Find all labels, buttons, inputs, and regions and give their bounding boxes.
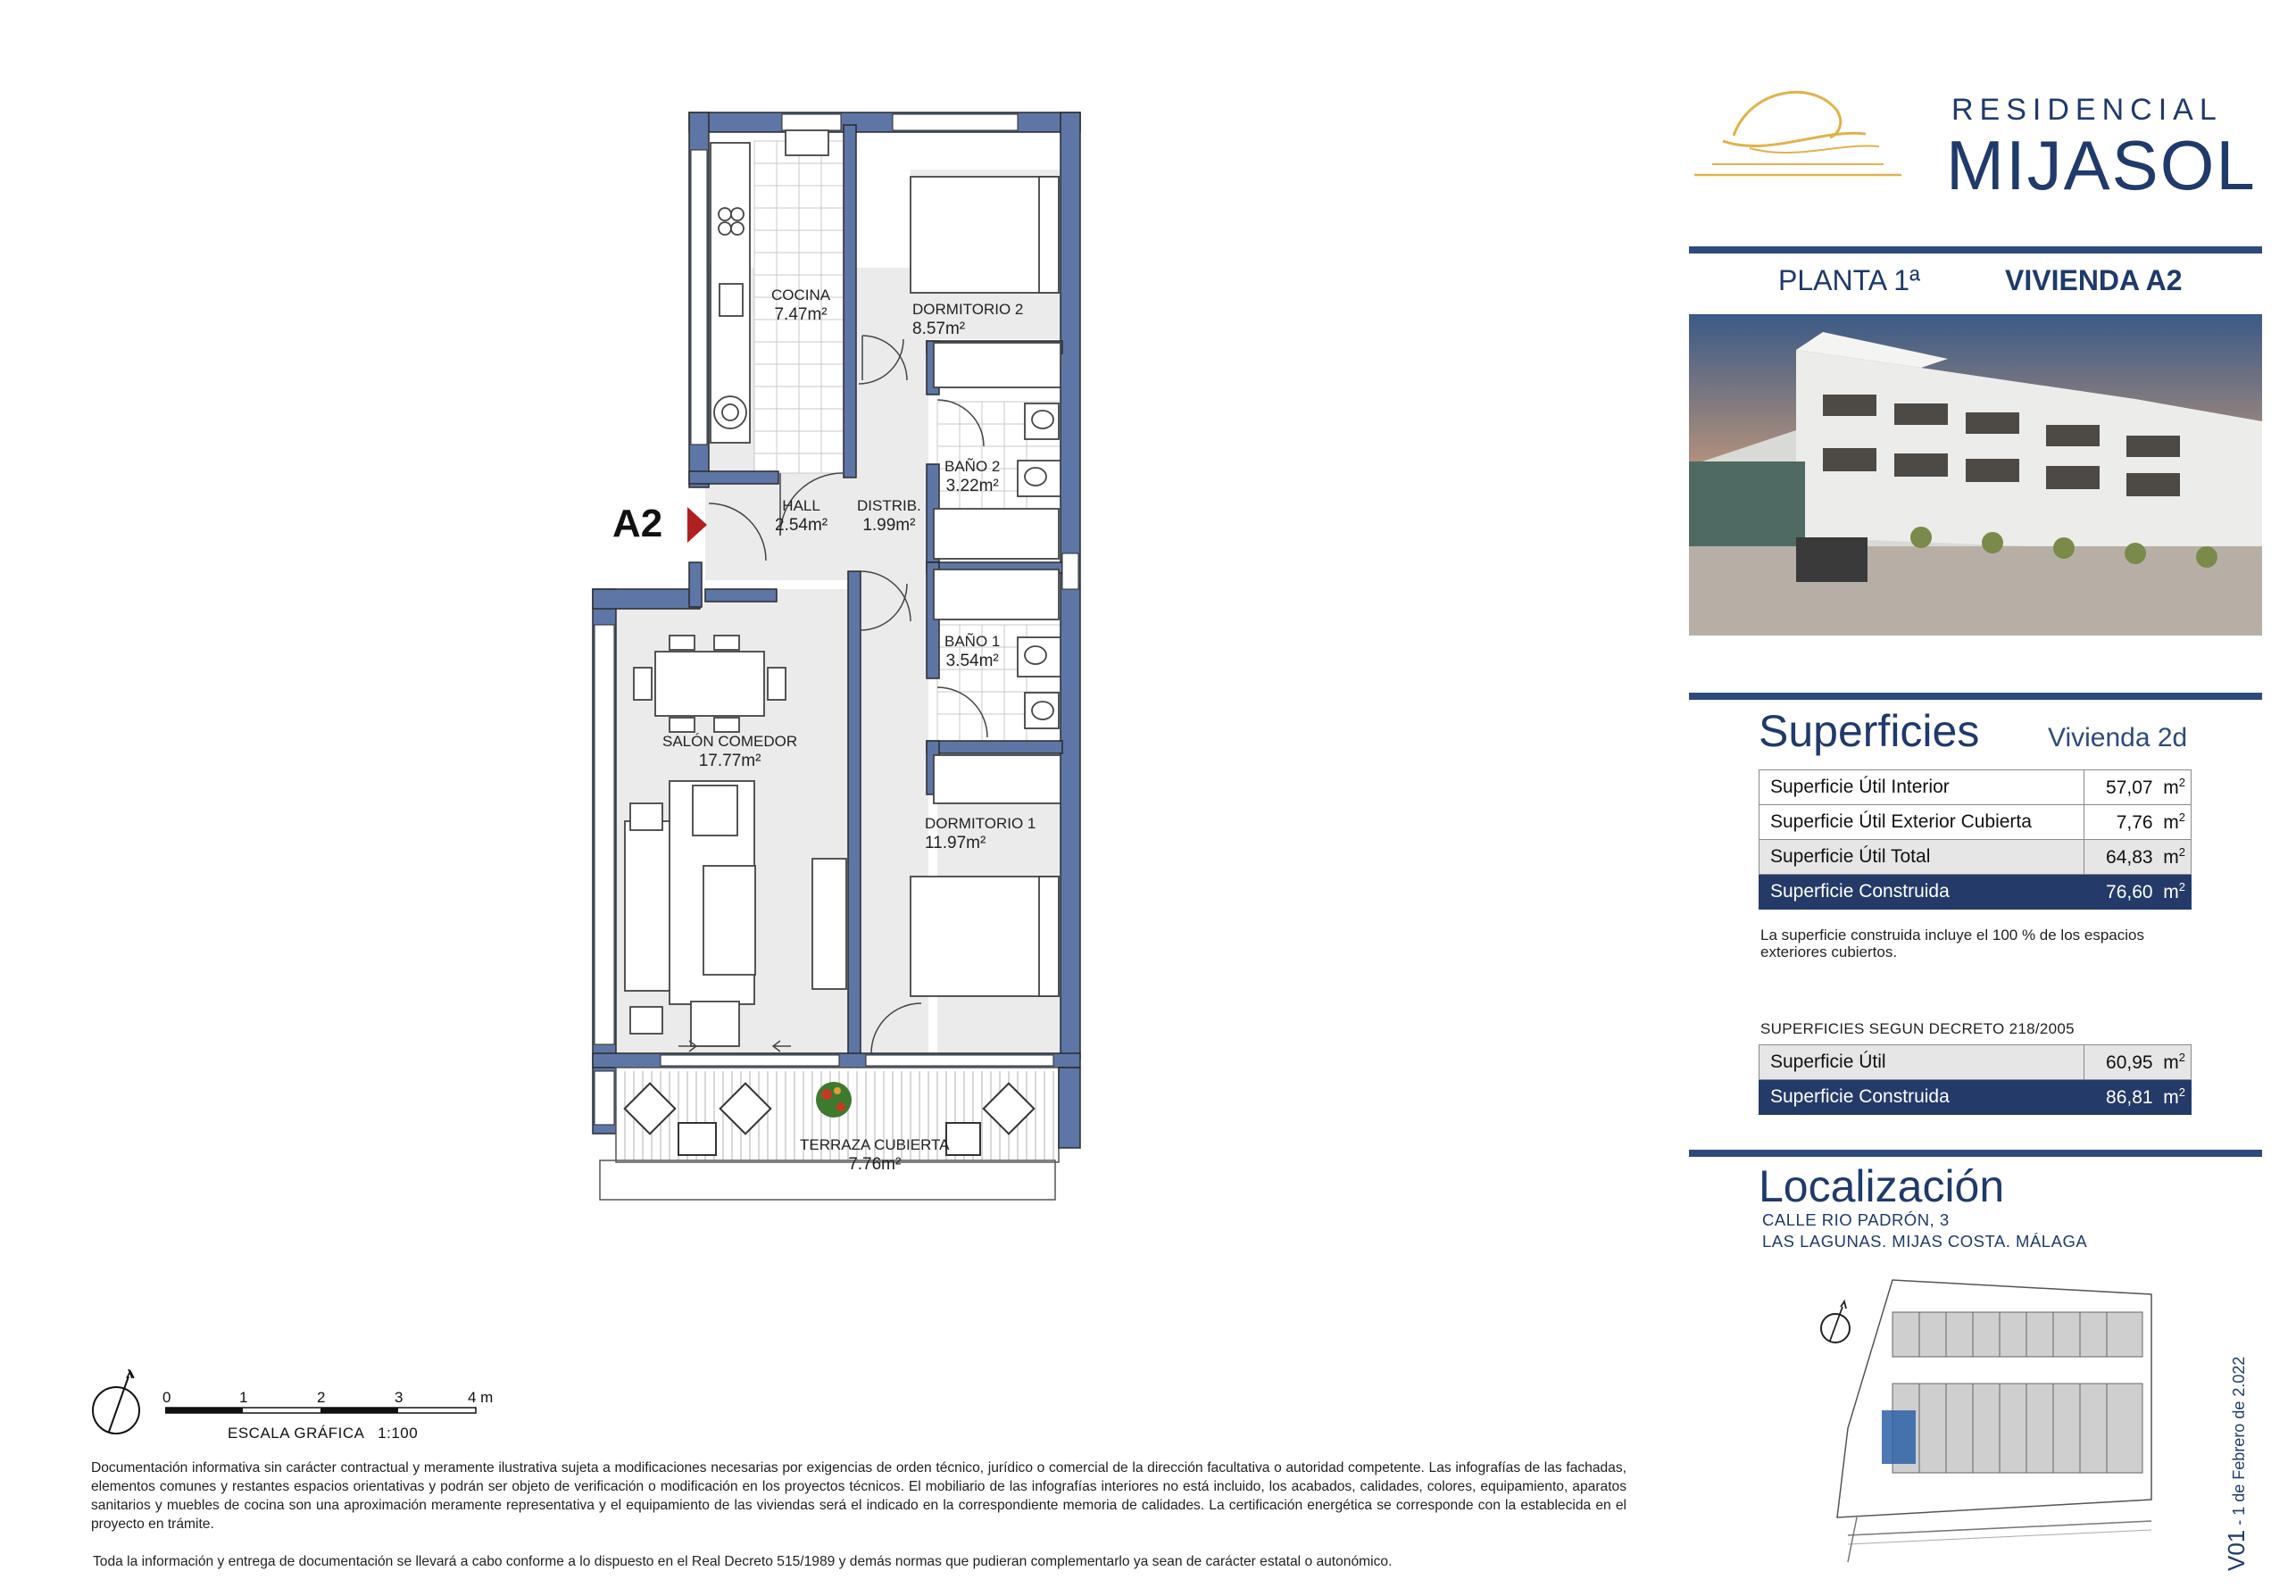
disclaimer-text: Documentación informativa sin carácter contractual y meramente ilustrativa sujeta a modificaciones necesarias por exigencias de orden técnico, jurídico o comercial de la dirección facultativa o autoridad competente. Las infografías de las fachadas, elementos comunes y restantes espacios orientativas y podrán ser objeto de verificación o modificación en los proyectos técnicos. El mobiliario de las infografías interiores no está incluido, los acabados, calidades, colores, equipamiento, aparatos sanitarios y muebles de cocina son una aproximación meramente representativa y el equipamiento de las viviendas será el indicado en la correspondiente memoria de calidades. La certificación energética se corresponde con la establecida en el proyecto en trámite. bbox=[91, 1460, 1626, 1532]
room-name: DORMITORIO 2 bbox=[912, 301, 1024, 318]
row-label: Superficie Útil Interior bbox=[1759, 770, 2084, 805]
divider bbox=[1689, 246, 2262, 254]
note-line: La superficie construida incluye el 100 % de los espacios bbox=[1760, 927, 2144, 943]
address-line: CALLE RIO PADRÓN, 3 bbox=[1762, 1210, 1950, 1229]
entrance-arrow-icon bbox=[687, 507, 707, 543]
divider bbox=[1689, 1150, 2262, 1157]
terrace bbox=[600, 1068, 1080, 1200]
scale-caption: ESCALA GRÁFICA 1:100 bbox=[228, 1425, 419, 1442]
row-value: 64,83 $m^2$ bbox=[2084, 840, 2192, 875]
floor-plan bbox=[0, 0, 1160, 1232]
room-name: DORMITORIO 1 bbox=[925, 815, 1036, 832]
room-name: COCINA bbox=[771, 287, 831, 303]
graphic-scale bbox=[89, 1366, 553, 1446]
scale-bar bbox=[165, 1405, 504, 1417]
row-value: 7,76 $m^2$ bbox=[2084, 805, 2192, 840]
version-date: - 1 de Febrero de 2.022 bbox=[2230, 1356, 2248, 1530]
row-value: 57,07 $m^2$ bbox=[2084, 770, 2192, 805]
brand-top: RESIDENCIAL bbox=[1951, 93, 2223, 127]
table-row bbox=[1759, 770, 2192, 805]
brand-logo-icon bbox=[1687, 71, 1910, 187]
room-area: 8.57m² bbox=[912, 320, 966, 338]
row-label: Superficie Construida bbox=[1759, 1080, 2084, 1115]
row-label: Superficie Útil Exterior Cubierta bbox=[1759, 805, 2084, 840]
room-cocina bbox=[771, 286, 830, 325]
room-distrib bbox=[857, 496, 921, 536]
localizacion-title: Localización bbox=[1759, 1161, 2005, 1211]
decreto-caption: SUPERFICIES SEGUN DECRETO 218/2005 bbox=[1760, 1020, 2075, 1037]
room-area: 2.54m² bbox=[775, 516, 828, 535]
plant-icon bbox=[816, 1082, 852, 1118]
version-stamp bbox=[2223, 1357, 2250, 1571]
row-value: 76,60 $m^2$ bbox=[2084, 875, 2192, 910]
table-row bbox=[1759, 1080, 2192, 1115]
table-row bbox=[1759, 1045, 2192, 1080]
room-bano2 bbox=[944, 457, 1000, 496]
table-row bbox=[1759, 805, 2192, 840]
room-area: 17.77m² bbox=[698, 752, 761, 770]
room-hall bbox=[775, 496, 828, 536]
row-label: Superficie Construida bbox=[1759, 875, 2084, 910]
room-name: BAÑO 1 bbox=[944, 633, 1001, 650]
floor-label: PLANTA 1ª bbox=[1778, 264, 1920, 296]
superficies-title: Superficies bbox=[1759, 706, 1980, 756]
room-name: DISTRIB. bbox=[857, 497, 921, 514]
divider bbox=[1689, 693, 2262, 700]
superficies-subtitle: Vivienda 2d bbox=[2048, 723, 2188, 752]
row-label: Superficie Útil Total bbox=[1759, 840, 2084, 875]
site-plan-map bbox=[1794, 1268, 2169, 1562]
table-row bbox=[1759, 840, 2192, 875]
room-area: 1.99m² bbox=[862, 516, 916, 535]
room-name: HALL bbox=[782, 497, 820, 514]
room-terraza bbox=[800, 1135, 950, 1175]
unit-label: VIVIENDA A2 bbox=[2005, 264, 2183, 296]
superficies-table bbox=[1759, 769, 2192, 910]
row-value: 60,95 $m^2$ bbox=[2084, 1045, 2192, 1080]
scale-tick: 2 bbox=[317, 1389, 326, 1406]
room-name: BAÑO 2 bbox=[944, 458, 1001, 475]
note-line: exteriores cubiertos. bbox=[1760, 943, 1898, 960]
room-name: TERRAZA CUBIERTA bbox=[800, 1136, 950, 1153]
scale-tick: 1 bbox=[239, 1389, 248, 1406]
scale-tick: 4 m bbox=[468, 1389, 494, 1406]
room-area: 3.22m² bbox=[945, 477, 999, 495]
row-value: 86,81 $m^2$ bbox=[2084, 1080, 2192, 1115]
unit-location-marker bbox=[1882, 1410, 1916, 1464]
superficies-note bbox=[1760, 927, 2144, 960]
table-row bbox=[1759, 875, 2192, 910]
room-area: 7.47m² bbox=[774, 305, 828, 324]
address-line: LAS LAGUNAS. MIJAS COSTA. MÁLAGA bbox=[1762, 1232, 2088, 1251]
scale-tick: 3 bbox=[395, 1389, 403, 1406]
row-label: Superficie Útil bbox=[1759, 1045, 2084, 1080]
room-dorm1 bbox=[925, 814, 1036, 853]
decreto-table bbox=[1759, 1044, 2192, 1115]
room-salon bbox=[662, 732, 797, 771]
room-dorm2 bbox=[912, 300, 1023, 339]
room-bano1 bbox=[944, 632, 1000, 671]
scale-tick: 0 bbox=[162, 1389, 171, 1406]
room-name: SALÓN COMEDOR bbox=[662, 733, 798, 750]
brand-main: MIJASOL bbox=[1946, 126, 2257, 204]
room-area: 3.54m² bbox=[945, 652, 999, 670]
unit-tag: A2 bbox=[612, 502, 663, 545]
room-area: 11.97m² bbox=[925, 834, 986, 852]
room-area: 7.76m² bbox=[848, 1155, 902, 1174]
building-render-image bbox=[1689, 314, 2262, 636]
version-code: V01 bbox=[2223, 1529, 2250, 1571]
disclaimer-legal: Toda la información y entrega de documentación se llevará a cabo conforme a lo dispuesto en el Real Decreto 515/1989 y demás normas que pudieran complementarlo ya sean de carácter estatal o autonómico. bbox=[93, 1554, 1393, 1569]
